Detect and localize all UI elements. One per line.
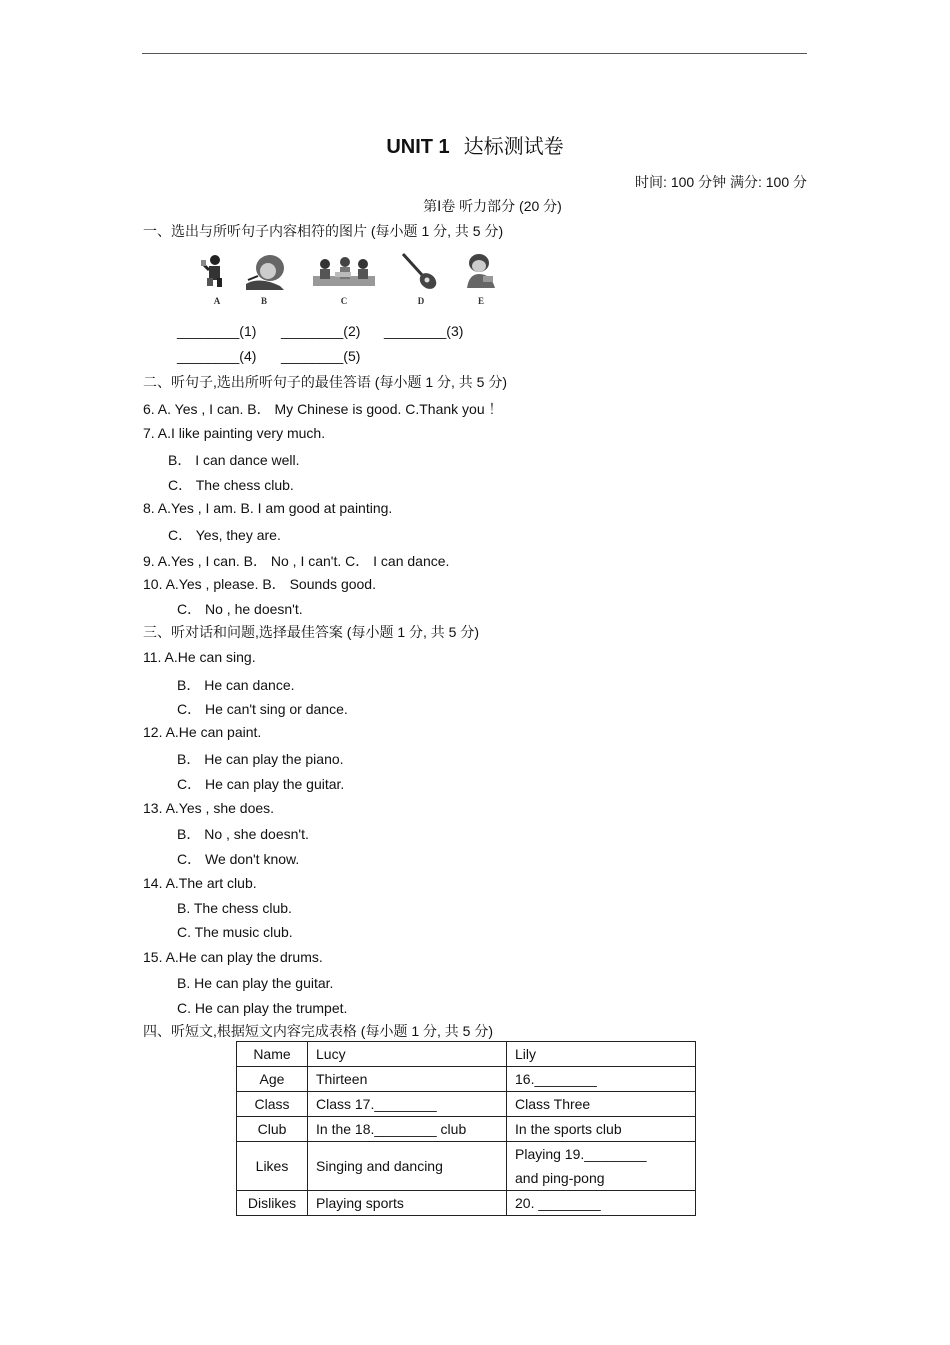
table-cell: Club — [237, 1117, 308, 1142]
table-cell: Dislikes — [237, 1191, 308, 1216]
table-cell: Age — [237, 1067, 308, 1092]
picture-a — [193, 250, 241, 312]
table-cell: Likes — [237, 1142, 308, 1191]
option-line: B． He can play the piano. — [177, 751, 344, 767]
question-line: 15. A.He can play the drums. — [143, 949, 323, 965]
question-line: 10. A.Yes , please. B． Sounds good. — [143, 576, 376, 592]
table-cell: In the sports club — [507, 1117, 696, 1142]
answer-blank[interactable]: ________(5) — [281, 348, 361, 364]
table-cell-blank[interactable]: 20. ________ — [507, 1191, 696, 1216]
cell-line: and ping-pong — [515, 1170, 605, 1186]
table-cell: Name — [237, 1042, 308, 1067]
table-cell-blank[interactable] — [507, 1142, 696, 1191]
chess-players-icon — [311, 250, 377, 294]
table-cell-blank[interactable]: In the 18.________ club — [308, 1117, 507, 1142]
picture-label: B — [260, 296, 267, 306]
section4-heading: 四、听短文,根据短文内容完成表格 (每小题 1 分, 共 5 分) — [143, 1023, 494, 1039]
picture-row — [193, 250, 523, 312]
cell-line: Playing 19.________ — [515, 1146, 647, 1162]
section3-heading: 三、听对话和问题,选择最佳答案 (每小题 1 分, 共 5 分) — [143, 624, 480, 640]
question-line: 13. A.Yes , she does. — [143, 800, 275, 816]
header-rule — [142, 53, 807, 54]
question-line: 11. A.He can sing. — [143, 649, 256, 665]
person-painting-icon — [240, 250, 292, 294]
option-line: B． No , she doesn't. — [177, 826, 309, 842]
table-cell: Lily — [507, 1042, 696, 1067]
picture-c — [311, 250, 377, 312]
option-line: C． No , he doesn't. — [177, 601, 303, 617]
table-cell: Class — [237, 1092, 308, 1117]
table-row — [237, 1067, 696, 1092]
option-line: C． Yes, they are. — [168, 527, 281, 543]
answer-blank[interactable]: ________(1) — [177, 323, 257, 339]
option-line: B. The chess club. — [177, 900, 292, 916]
table-cell-blank[interactable]: Class 17.________ — [308, 1092, 507, 1117]
table-row — [237, 1092, 696, 1117]
option-line: B． He can dance. — [177, 677, 295, 693]
table-row — [237, 1042, 696, 1067]
answer-blank[interactable]: ________(4) — [177, 348, 257, 364]
question-line: 7. A.I like painting very much. — [143, 425, 326, 441]
child-icon — [457, 250, 505, 294]
question-line: 8. A.Yes , I am. B. I am good at painting. — [143, 500, 393, 516]
question-line: 12. A.He can paint. — [143, 724, 262, 740]
guitar-icon — [397, 250, 445, 294]
title-cn: 达标测试卷 — [463, 136, 564, 158]
picture-label: A — [213, 296, 221, 306]
info-table — [236, 1041, 696, 1216]
option-line: B. He can play the guitar. — [177, 975, 334, 991]
option-line: C． He can play the guitar. — [177, 776, 345, 792]
picture-label: E — [477, 296, 484, 306]
option-line: C. He can play the trumpet. — [177, 1000, 348, 1016]
picture-b — [240, 250, 288, 312]
table-cell: Thirteen — [308, 1067, 507, 1092]
table-cell: Singing and dancing — [308, 1142, 507, 1191]
table-row — [237, 1117, 696, 1142]
title-unit: UNIT 1 — [386, 136, 450, 158]
picture-label: C — [340, 296, 348, 306]
option-line: B． I can dance well. — [168, 452, 300, 468]
question-line: 6. A. Yes , I can. B． My Chinese is good. C.Thank you ！ — [143, 401, 503, 417]
table-cell: Playing sports — [308, 1191, 507, 1216]
table-cell-blank[interactable]: 16.________ — [507, 1067, 696, 1092]
question-line: 14. A.The art club. — [143, 875, 257, 891]
person-thinking-icon — [193, 250, 241, 294]
picture-label: D — [417, 296, 425, 306]
picture-e — [457, 250, 505, 312]
option-line: C. The music club. — [177, 924, 293, 940]
table-cell: Lucy — [308, 1042, 507, 1067]
answer-blank[interactable]: ________(3) — [384, 323, 464, 339]
picture-d — [397, 250, 445, 312]
table-row — [237, 1191, 696, 1216]
table-cell: Class Three — [507, 1092, 696, 1117]
option-line: C． He can't sing or dance. — [177, 701, 348, 717]
answer-blank[interactable]: ________(2) — [281, 323, 361, 339]
part-heading: 第Ⅰ卷 听力部分 (20 分) — [423, 198, 562, 214]
option-line: C． We don't know. — [177, 851, 300, 867]
exam-meta: 时间: 100 分钟 满分: 100 分 — [635, 174, 807, 190]
option-line: C． The chess club. — [168, 477, 294, 493]
section2-heading: 二、听句子,选出所听句子的最佳答语 (每小题 1 分, 共 5 分) — [143, 374, 508, 390]
section1-heading: 一、选出与所听句子内容相符的图片 (每小题 1 分, 共 5 分) — [143, 223, 504, 239]
question-line: 9. A.Yes , I can. B． No , I can't. C． I can dance. — [143, 553, 450, 569]
table-row — [237, 1142, 696, 1191]
page-title — [0, 130, 950, 159]
